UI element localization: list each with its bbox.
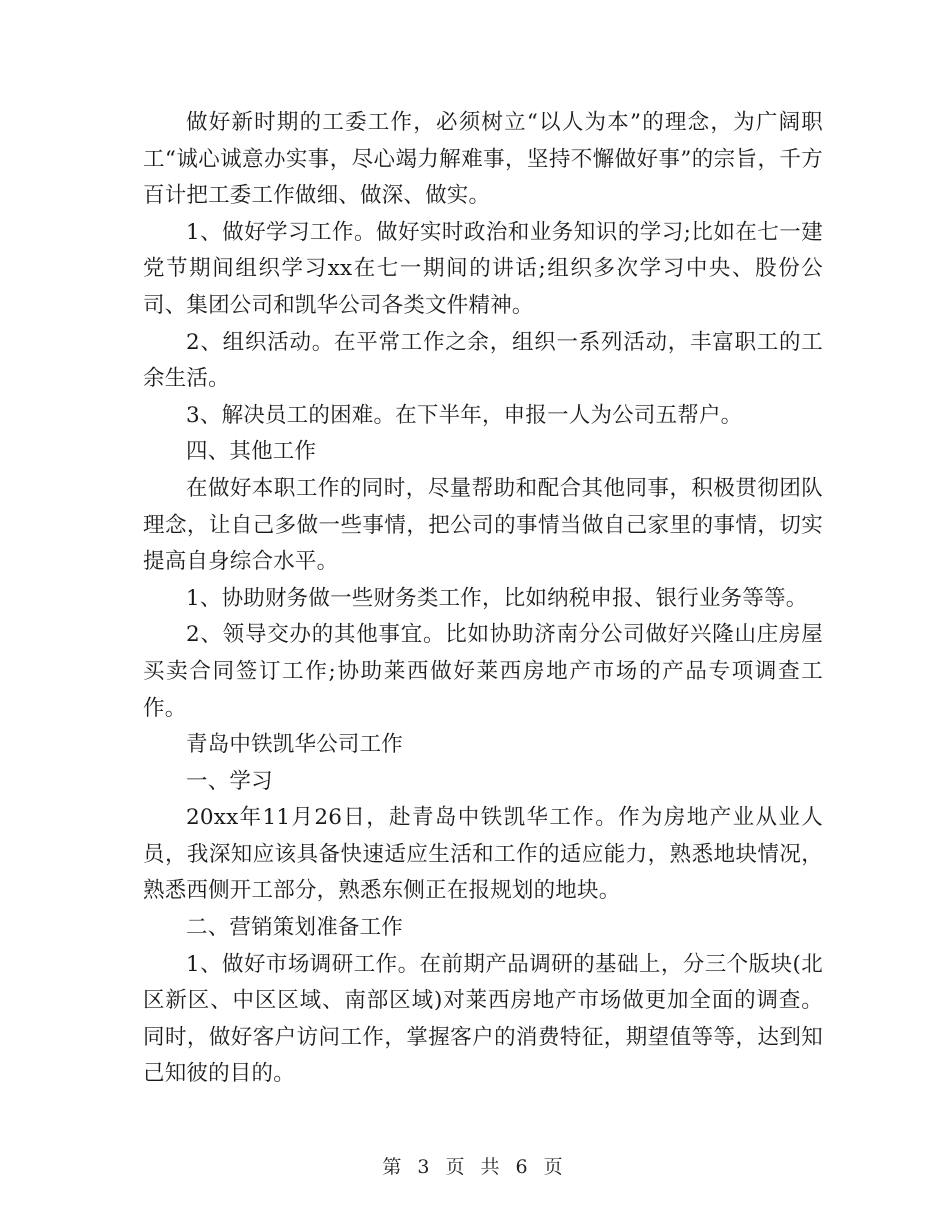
paragraph-8: 2、领导交办的其他事宜。比如协助济南分公司做好兴隆山庄房屋买卖合同签订工作;协助莱西做好莱西房地产市场的产品专项调查工作。: [143, 622, 823, 721]
section-heading-qingdao: 青岛中铁凯华公司工作: [186, 732, 404, 758]
paragraph-4: 3、解决员工的困难。在下半年，申报一人为公司五帮户。: [186, 402, 743, 428]
page-footer: 第 3 页 共 6 页: [382, 1156, 568, 1178]
paragraph-7: 1、协助财务做一些财务类工作，比如纳税申报、银行业务等等。: [186, 585, 808, 611]
paragraph-1: 做好新时期的工委工作，必须树立“以人为本”的理念，为广阔职工“诚心诚意办实事，尽心竭力解难事，坚持不懈做好事”的宗旨，千方百计把工委工作做细、做深、做实。: [143, 110, 823, 209]
section-heading-marketing: 二、营销策划准备工作: [186, 915, 404, 941]
paragraph-3: 2、组织活动。在平常工作之余，组织一系列活动，丰富职工的工余生活。: [143, 329, 823, 392]
paragraph-2: 1、做好学习工作。做好实时政治和业务知识的学习;比如在七一建党节期间组织学习xx在七一期间的讲话;组织多次学习中央、股份公司、集团公司和凯华公司各类文件精神。: [143, 219, 823, 318]
paragraph-6: 在做好本职工作的同时，尽量帮助和配合其他同事，积极贯彻团队理念，让自己多做一些事情，把公司的事情当做自己家里的事情，切实提高自身综合水平。: [143, 475, 823, 575]
section-heading-study: 一、学习: [186, 768, 273, 794]
paragraph-11: 20xx年11月26日，赴青岛中铁凯华工作。作为房地产业从业人员，我深知应该具备快速适应生活和工作的适应能力，熟悉地块情况，熟悉西侧开工部分，熟悉东侧正在报规划的地块。: [143, 805, 823, 904]
document-body: [143, 105, 823, 1093]
section-heading-other-work: 四、其他工作: [186, 439, 317, 465]
paragraph-13: 1、做好市场调研工作。在前期产品调研的基础上，分三个版块(北区新区、中区区域、南部区域)对莱西房地产市场做更加全面的调查。同时，做好客户访问工作，掌握客户的消费特征，期望值等等，达到知己知彼的目的。: [143, 951, 823, 1087]
